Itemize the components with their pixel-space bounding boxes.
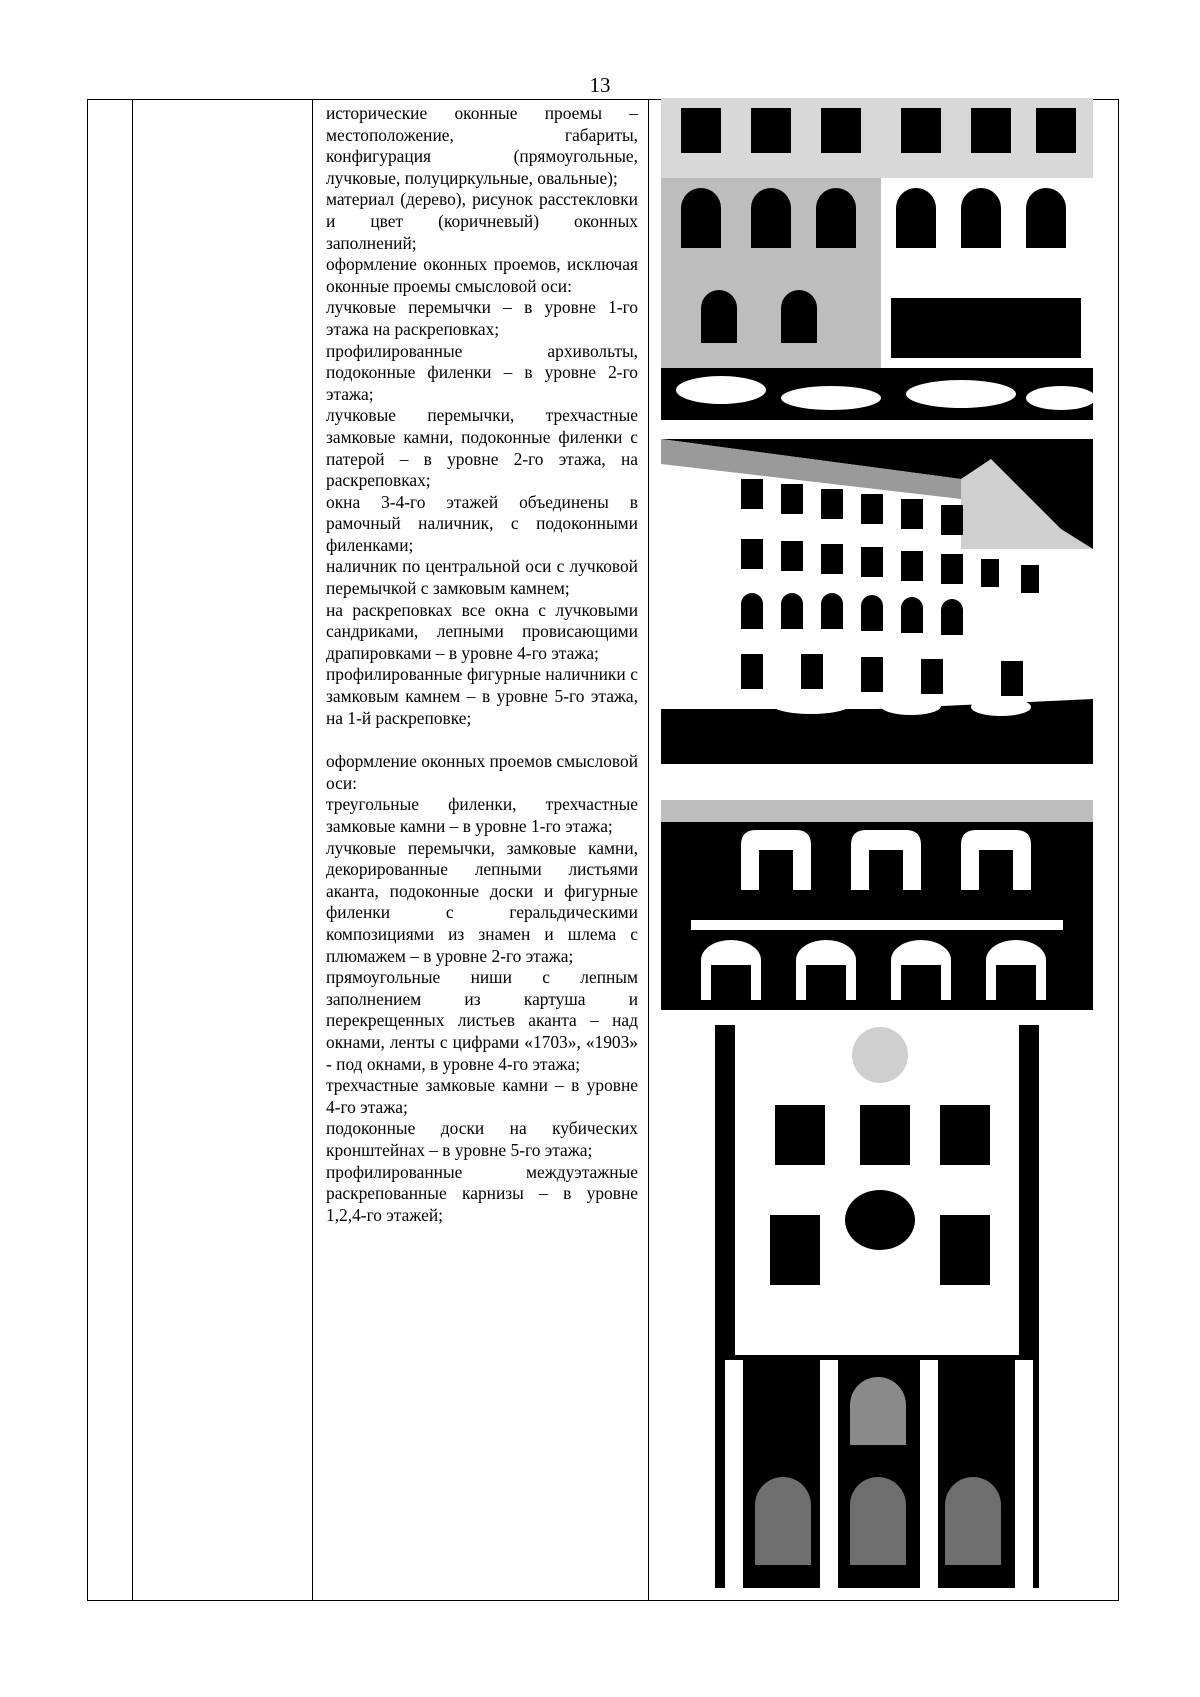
spacer bbox=[326, 729, 638, 751]
list-item: оформление оконных проемов, исключая оконные проемы смысловой оси: bbox=[326, 254, 638, 296]
list-item: лучковые перемычки, трехчастные замковые камни, подоконные филенки с патерой – в уровне 2-го этажа, на раскреповках; bbox=[326, 405, 638, 491]
list-item: лучковые перемычки, замковые камни, декорированные лепными листьями аканта, подоконные доски и фигурные филенки с геральдическими композициями из знамен и шлема с плюмажем – в уровне 2-го этажа; bbox=[326, 837, 638, 966]
list-item: лучковые перемычки – в уровне 1-го этажа на раскреповках; bbox=[326, 297, 638, 339]
table-cell-description bbox=[313, 100, 649, 1601]
list-item: подоконные доски на кубических кронштейнах – в уровне 5-го этажа; bbox=[326, 1118, 638, 1160]
list-item: наличник по центральной оси с лучковой перемычкой с замковым камнем; bbox=[326, 556, 638, 599]
facade-photo-3 bbox=[661, 800, 1093, 1010]
list-item: профилированные фигурные наличники с замковым камнем – в уровне 5-го этажа, на 1-й раскреповке; bbox=[326, 664, 638, 728]
facade-photo-4 bbox=[715, 1025, 1039, 1588]
list-item: прямоугольные ниши с лепным заполнением из картуша и перекрещенных листьев аканта – над окнами, ленты с цифрами «1703», «1903» - под окнами, в уровне 4-го этажа; bbox=[326, 967, 638, 1074]
facade-photo-1 bbox=[661, 98, 1093, 420]
list-item: профилированные архивольты, подоконные филенки – в уровне 2-го этажа; bbox=[326, 340, 638, 404]
list-item: окна 3-4-го этажей объединены в рамочный наличник, с подоконными филенками; bbox=[326, 491, 638, 555]
page-number: 13 bbox=[589, 73, 611, 97]
list-item: на раскреповках все окна с лучковыми сандриками, лепными провисающими драпировками – в уровне 4-го этажа; bbox=[326, 599, 638, 663]
list-item: трехчастные замковые камни – в уровне 4-го этажа; bbox=[326, 1075, 638, 1117]
list-item: профилированные междуэтажные раскрепованные карнизы – в уровне 1,2,4-го этажей; bbox=[326, 1161, 638, 1225]
document-table bbox=[87, 99, 1119, 1601]
table-cell-photos bbox=[649, 100, 1119, 1601]
list-item: материал (дерево), рисунок расстекловки и цвет (коричневый) оконных заполнений; bbox=[326, 189, 638, 253]
list-item: треугольные филенки, трехчастные замковые камни – в уровне 1-го этажа; bbox=[326, 794, 638, 836]
list-item: оформление оконных проемов смысловой оси: bbox=[326, 751, 638, 793]
facade-photo-2 bbox=[661, 439, 1093, 764]
list-item: исторические оконные проемы – местоположение, габариты, конфигурация (прямоугольные, лучковые, полуциркульные, овальные); bbox=[326, 103, 638, 188]
table-cell-number bbox=[88, 100, 133, 1601]
table-cell-name bbox=[133, 100, 313, 1601]
